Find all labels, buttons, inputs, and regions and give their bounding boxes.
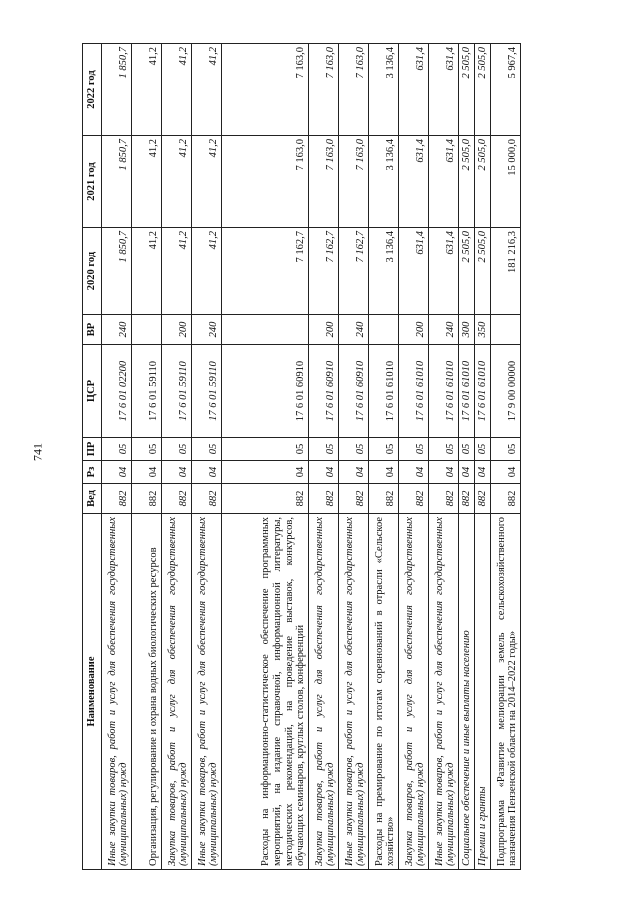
budget-table-sheet	[82, 44, 540, 870]
table-row	[491, 44, 521, 870]
row-pr: 05	[475, 438, 491, 461]
row-pr: 05	[192, 438, 222, 461]
row-rz: 04	[399, 461, 429, 484]
header-pr: ПР	[83, 438, 102, 461]
row-value-2020: 631,4	[399, 228, 429, 315]
row-value-2021: 41,2	[162, 136, 192, 228]
row-value-2022: 631,4	[429, 44, 459, 136]
table-row	[132, 44, 162, 870]
budget-table	[82, 43, 521, 870]
row-vr: 240	[102, 315, 132, 345]
row-ved: 882	[222, 484, 309, 514]
row-vr	[491, 315, 521, 345]
row-csr: 17 6 01 61010	[459, 345, 475, 438]
row-csr: 17 6 01 59110	[192, 345, 222, 438]
row-rz: 04	[162, 461, 192, 484]
header-csr: ЦСР	[83, 345, 102, 438]
row-rz: 04	[369, 461, 399, 484]
row-value-2022: 3 136,4	[369, 44, 399, 136]
row-value-2021: 2 505,0	[475, 136, 491, 228]
row-name: Организация, регулирование и охрана водных биологических ресурсов	[132, 514, 162, 870]
row-value-2021: 41,2	[192, 136, 222, 228]
table-row	[222, 44, 309, 870]
header-name: Наименование	[83, 514, 102, 870]
row-value-2020: 41,2	[192, 228, 222, 315]
row-rz: 04	[132, 461, 162, 484]
row-ved: 882	[429, 484, 459, 514]
row-pr: 05	[339, 438, 369, 461]
row-value-2020: 181 216,3	[491, 228, 521, 315]
row-name: Закупка товаров, работ и услуг для обеспечения государственных (муниципальных) нужд	[309, 514, 339, 870]
row-value-2021: 631,4	[429, 136, 459, 228]
row-csr: 17 6 01 60910	[339, 345, 369, 438]
row-ved: 882	[132, 484, 162, 514]
row-rz: 04	[459, 461, 475, 484]
row-csr: 17 6 01 60910	[309, 345, 339, 438]
row-csr: 17 6 01 61010	[369, 345, 399, 438]
row-value-2021: 1 850,7	[102, 136, 132, 228]
row-name: Подпрограмма «Развитие мелиорации земель сельскохозяйственного назначения Пензенской области на 2014–2022 годы»	[491, 514, 521, 870]
row-rz: 04	[491, 461, 521, 484]
row-value-2021: 15 000,0	[491, 136, 521, 228]
row-value-2022: 2 505,0	[459, 44, 475, 136]
row-value-2020: 41,2	[162, 228, 192, 315]
row-pr: 05	[369, 438, 399, 461]
row-vr: 200	[399, 315, 429, 345]
row-rz: 04	[429, 461, 459, 484]
row-ved: 882	[309, 484, 339, 514]
row-ved: 882	[491, 484, 521, 514]
row-pr: 05	[132, 438, 162, 461]
table-row	[339, 44, 369, 870]
row-ved: 882	[369, 484, 399, 514]
row-ved: 882	[399, 484, 429, 514]
row-name: Закупка товаров, работ и услуг для обеспечения государственных (муниципальных) нужд	[399, 514, 429, 870]
row-pr: 05	[102, 438, 132, 461]
header-2022: 2022 год	[83, 44, 102, 136]
row-vr: 200	[162, 315, 192, 345]
row-csr: 17 6 01 60910	[222, 345, 309, 438]
row-pr: 05	[429, 438, 459, 461]
row-csr: 17 6 01 59110	[162, 345, 192, 438]
page-number: 741	[30, 443, 45, 461]
row-vr: 300	[459, 315, 475, 345]
row-pr: 05	[459, 438, 475, 461]
row-value-2020: 631,4	[429, 228, 459, 315]
row-value-2022: 7 163,0	[339, 44, 369, 136]
row-ved: 882	[162, 484, 192, 514]
row-name: Закупка товаров, работ и услуг для обеспечения государственных (муниципальных) нужд	[162, 514, 192, 870]
row-ved: 882	[102, 484, 132, 514]
row-value-2020: 7 162,7	[222, 228, 309, 315]
row-rz: 04	[475, 461, 491, 484]
row-csr: 17 9 00 00000	[491, 345, 521, 438]
row-value-2021: 7 163,0	[222, 136, 309, 228]
row-vr: 240	[339, 315, 369, 345]
row-value-2020: 3 136,4	[369, 228, 399, 315]
row-name: Расходы на премирование по итогам соревнований в отрасли «Сельское хозяйство»	[369, 514, 399, 870]
row-csr: 17 6 01 61010	[475, 345, 491, 438]
table-row	[309, 44, 339, 870]
row-pr: 05	[222, 438, 309, 461]
row-value-2021: 3 136,4	[369, 136, 399, 228]
row-value-2020: 7 162,7	[339, 228, 369, 315]
table-row	[369, 44, 399, 870]
row-vr: 240	[429, 315, 459, 345]
row-value-2022: 1 850,7	[102, 44, 132, 136]
row-pr: 05	[162, 438, 192, 461]
row-name: Иные закупки товаров, работ и услуг для обеспечения государственных (муниципальных) нужд	[339, 514, 369, 870]
row-ved: 882	[192, 484, 222, 514]
table-row	[162, 44, 192, 870]
row-rz: 04	[222, 461, 309, 484]
row-vr	[369, 315, 399, 345]
table-row	[475, 44, 491, 870]
header-2021: 2021 год	[83, 136, 102, 228]
row-vr: 240	[192, 315, 222, 345]
row-value-2022: 41,2	[162, 44, 192, 136]
row-value-2021: 631,4	[399, 136, 429, 228]
header-row	[83, 44, 102, 870]
row-vr	[222, 315, 309, 345]
row-value-2022: 7 163,0	[309, 44, 339, 136]
row-name: Иные закупки товаров, работ и услуг для обеспечения государственных (муниципальных) нужд	[102, 514, 132, 870]
row-value-2022: 5 967,4	[491, 44, 521, 136]
row-csr: 17 6 01 02200	[102, 345, 132, 438]
row-csr: 17 6 01 61010	[429, 345, 459, 438]
header-rz: Рз	[83, 461, 102, 484]
row-name: Расходы на информационно-статистическое обеспечение программных мероприятий, на издание справочной, информационной литературы, методических рекомендаций, на проведение выставок, конкурсов, обучающих семинаров, круглых столов, конференций	[222, 514, 309, 870]
row-value-2020: 1 850,7	[102, 228, 132, 315]
row-value-2020: 7 162,7	[309, 228, 339, 315]
row-rz: 04	[102, 461, 132, 484]
table-row	[192, 44, 222, 870]
row-vr: 200	[309, 315, 339, 345]
row-rz: 04	[309, 461, 339, 484]
header-2020: 2020 год	[83, 228, 102, 315]
row-value-2020: 2 505,0	[475, 228, 491, 315]
row-vr: 350	[475, 315, 491, 345]
row-value-2021: 7 163,0	[339, 136, 369, 228]
row-pr: 05	[491, 438, 521, 461]
row-value-2022: 2 505,0	[475, 44, 491, 136]
row-ved: 882	[459, 484, 475, 514]
row-value-2022: 41,2	[132, 44, 162, 136]
row-name: Иные закупки товаров, работ и услуг для обеспечения государственных (муниципальных) нужд	[429, 514, 459, 870]
row-value-2021: 7 163,0	[309, 136, 339, 228]
table-row	[399, 44, 429, 870]
row-value-2022: 41,2	[192, 44, 222, 136]
row-name: Иные закупки товаров, работ и услуг для обеспечения государственных (муниципальных) нужд	[192, 514, 222, 870]
row-csr: 17 6 01 61010	[399, 345, 429, 438]
row-value-2021: 41,2	[132, 136, 162, 228]
row-pr: 05	[399, 438, 429, 461]
row-value-2022: 631,4	[399, 44, 429, 136]
row-csr: 17 6 01 59110	[132, 345, 162, 438]
row-ved: 882	[475, 484, 491, 514]
row-name: Премии и гранты	[475, 514, 491, 870]
row-ved: 882	[339, 484, 369, 514]
row-value-2020: 41,2	[132, 228, 162, 315]
row-value-2022: 7 163,0	[222, 44, 309, 136]
row-value-2021: 2 505,0	[459, 136, 475, 228]
header-ved: Вед	[83, 484, 102, 514]
row-value-2020: 2 505,0	[459, 228, 475, 315]
row-vr	[132, 315, 162, 345]
header-vr: ВР	[83, 315, 102, 345]
row-pr: 05	[309, 438, 339, 461]
table-row	[459, 44, 475, 870]
table-row	[429, 44, 459, 870]
row-rz: 04	[192, 461, 222, 484]
table-row	[102, 44, 132, 870]
row-name: Социальное обеспечение и иные выплаты населению	[459, 514, 475, 870]
row-rz: 04	[339, 461, 369, 484]
